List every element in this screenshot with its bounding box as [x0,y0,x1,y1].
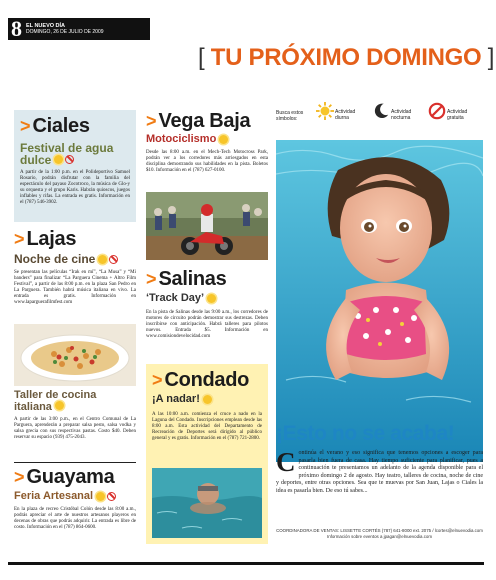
salinas-subtitle-text: ‘Track Day’ [146,292,205,304]
legend-title: Busca estos símbolos: [276,110,304,122]
legend-item-day [316,100,356,134]
bracket-open: [ [198,44,205,71]
section-ciales [14,110,136,222]
section-guayama [14,466,136,531]
section-taller [14,390,136,441]
chevron-icon: > [146,111,157,131]
hero-illustration [276,140,483,462]
taller-title [14,390,102,413]
section-vega-baja [146,110,268,174]
chevron-icon: > [146,269,157,289]
feature-body-text: ontinúa el verano y eso significa que tenemos opciones a escoger para pasarla bien fuera de casa. Hay tiempo suficiente para planificar, pues a continuación te presentamos un adelanto de la agenda disponible para el próximo domingo 2 de agosto. Hay teatro, talleres de cocina, noche de cine y deportes, entre otras opciones. Sea que te muevas por San Juan, Lajas o Ciales la idea es pasarla bien. De eso tú sabes... [276,450,483,494]
sales-credits [276,528,483,539]
motocross-photo [146,192,268,260]
swimmer-photo [152,468,262,538]
vega-baja-body: Desde las 8:00 a.m. en el Mech-Tech Motocross Park, podrán ver a los corredores más arriesgados en esta disciplina demostrando sus habilidades en la pista. Boletos $10. Información en el (787) 627-0100. [146,150,268,174]
guayama-body: En la plaza de recreo Cristóbal Colón desde las 8:00 a.m., podrás apreciar el arte de nuestros artesanos playeros en decenas de obras que podrás adquirir. La entrada es libre de costo. Información en el (787) 864-0600. [14,507,136,531]
ciales-heading [20,115,130,137]
ciales-title: Ciales [32,115,90,137]
guayama-heading [14,466,136,488]
no-cost-icon [428,102,446,120]
page-number: 8 [11,16,22,41]
publication-name: EL NUEVO DÍA [26,23,66,29]
pasta-photo [14,324,136,386]
sun-icon [207,294,216,303]
hero-photo [276,140,483,462]
legend-label-night: Actividad nocturna [391,109,412,121]
lajas-subtitle [14,253,136,266]
condado-subtitle [152,393,262,406]
lajas-title: Lajas [26,228,77,250]
motocross-illustration [146,192,268,260]
moon-icon [372,102,390,120]
pasta-illustration [14,324,136,386]
legend-label-free: Actividad gratuita [447,109,468,121]
guayama-title: Guayama [26,466,115,488]
chevron-icon: > [152,370,163,390]
condado-body: A las 10:00 a.m. comienza el cruce a nado en la Laguna del Condado. Inscripciones emplean desde las 8:00 a.m. Esta actividad del Departamento de Recreación de Deportes será dirigido al público general y es gratis. Información en el (787) 721-2800. [152,412,262,442]
salinas-title: Salinas [158,268,227,290]
swimmer-illustration [152,468,262,538]
condado-subtitle-text: ¡A nadar! [152,393,200,405]
vega-baja-heading [146,110,268,132]
salinas-body: En la pista de Salinas desde las 9:00 a.m., los corredores de motores de circuito podrán demostrar sus destrezas. Deben inscribirse con anticipación. Habrá talleres para pilotos nuevos. Entrada $5. Información en www.comisiondevelocidad.com [146,310,268,340]
main-title [198,44,495,72]
legend-item-night [372,100,412,134]
taller-body: A partir de las 3:00 p.m., en el Centro Comunal de La Parguera, aprenderán a preparar salsa pesto, salsa vodka y salsa grecia con sus respectivas pastas. Costo $40. Deben reservar su espacio (939) 475-2043. [14,417,136,441]
ciales-body: A partir de la 1:00 p.m. en el Polideportivo Samuel Rosario, podrán disfrutar con la familia del espectáculo del payaso Zocotroco, la música de Glo-y su orquesta y el grupo Karis. Habrán quioscos, juegos inflables y rifas. La entrada es gratis. Información en el (787) 546-3902. [20,170,130,206]
sun-icon [96,492,105,501]
publication-info [26,23,104,35]
sun-icon [98,255,107,264]
taller-title-text: Taller de cocina italiana [14,389,97,413]
lajas-body: Se presentan las películas “Irak en mí”, “La Musa” y “Mi banders” para finalizar “La Parguera Cinema + Altro Film Festival”, a partir de las 8:00 p.m. en la plaza San Pedro en La Parguera. También habrá música italiana en vivo. La entrada es gratis. Información en www.laparguerafilmfest.com [14,270,136,306]
page-header [8,18,150,40]
chevron-icon: > [20,116,31,136]
condado-title: Condado [164,369,250,391]
no-cost-icon [65,155,74,164]
vega-baja-subtitle-text: Motociclismo [146,133,217,145]
credit-line-events: Información sobre eventos a jpagan@elnuevodia.com [326,533,433,539]
chevron-icon: > [14,467,25,487]
vega-baja-title: Vega Baja [158,110,251,132]
salinas-heading [146,268,268,290]
drop-cap: C [276,447,296,477]
section-salinas [146,268,268,340]
credit-line-sales: COORDINADORA DE VENTAS: LISSETTE CORTÉS (787) 641-8000 ext. 2075 / lcortes@elnuevodia.com [276,528,483,533]
bracket-close: ] [487,44,495,71]
no-cost-icon [109,255,118,264]
condado-heading [152,369,262,391]
sun-icon [219,135,228,144]
sun-icon [55,401,64,410]
symbol-legend [276,100,483,134]
vega-baja-subtitle [146,133,268,146]
salinas-subtitle [146,292,268,305]
guayama-subtitle-text: Feria Artesanal [14,490,94,502]
publication-date: DOMINGO, 26 DE JULIO DE 2009 [26,29,104,35]
lajas-heading [14,228,136,250]
ciales-subtitle-text: Festival de agua dulce [20,141,114,167]
legend-item-free [428,100,468,134]
guayama-subtitle [14,490,136,503]
legend-label-day: Actividad diurna [335,109,356,121]
section-divider [14,462,136,463]
bottom-rule [8,562,484,565]
sun-icon [316,102,334,120]
no-cost-icon [107,492,116,501]
main-title-text: TU PRÓXIMO DOMINGO [210,44,482,71]
chevron-icon: > [14,229,25,249]
sun-icon [54,155,63,164]
feature-headline: ¡Esto no se acaba! [276,422,455,445]
section-lajas [14,228,136,307]
feature-body [276,447,483,495]
ciales-subtitle [20,142,116,166]
sun-icon [203,395,212,404]
lajas-subtitle-text: Noche de cine [14,252,96,266]
